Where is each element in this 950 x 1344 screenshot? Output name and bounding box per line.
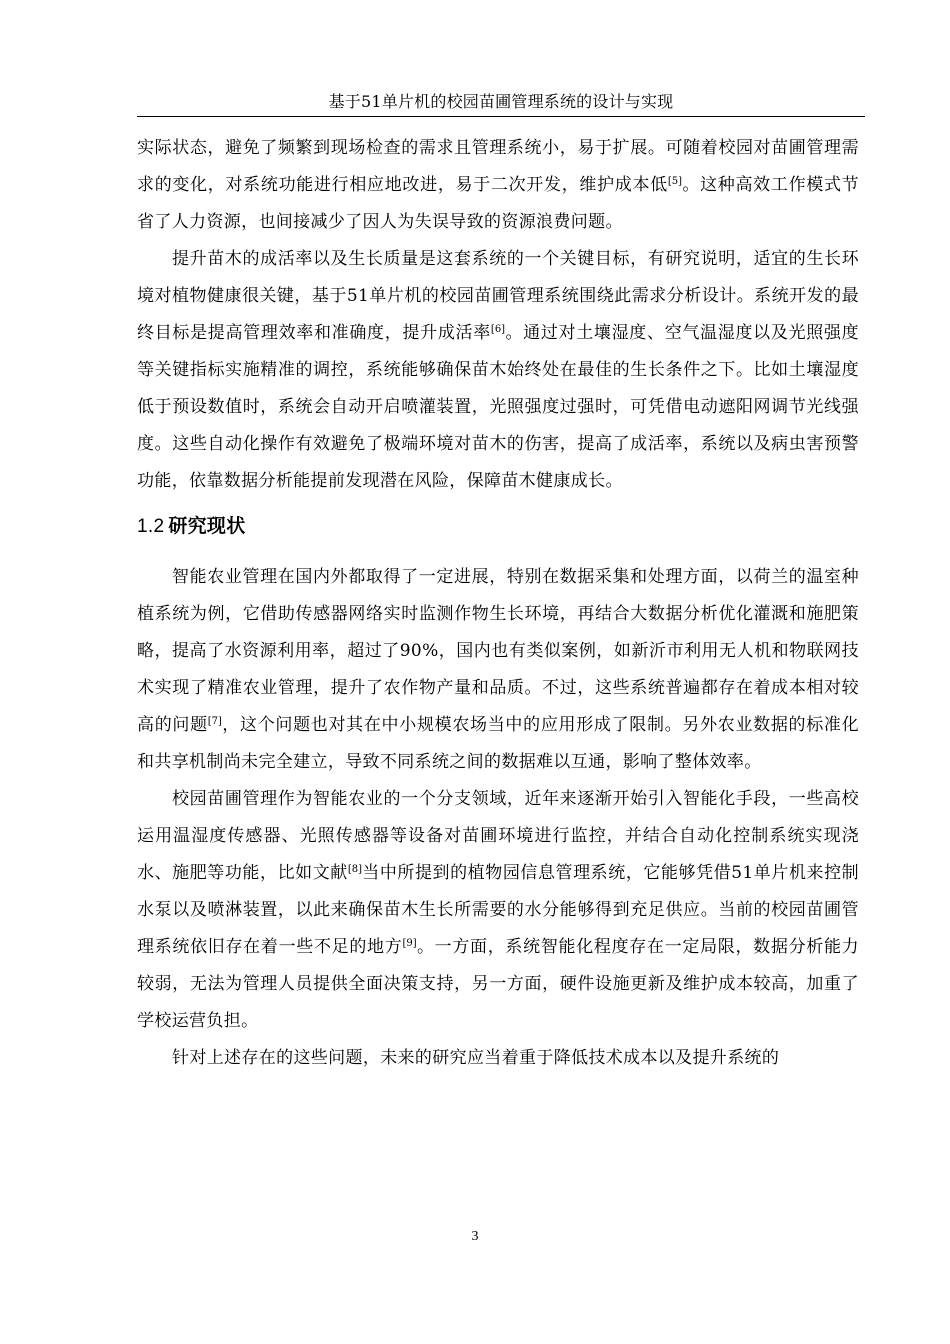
citation-ref: [6] [490, 324, 506, 335]
paragraph-text: 校园苗圃管理作为智能农业的一个分支领域，近年来逐渐开始引入智能化手段，一些高校运用温湿度传感器、光照传感器等设备对苗圃环境进行监控，并结合自动化控制系统实现浇水、施肥等功能，比如文献 [137, 789, 859, 883]
paragraph-text: 提升苗木的成活率以及生长质量是这套系统的一个关键目标，有研究说明，适宜的生长环境对植物健康很关键，基于51单片机的校园苗圃管理系统围绕此需求分析设计。系统开发的最终目标是提高管理效率和准确度，提升成活率 [137, 249, 859, 343]
paragraph-continued [137, 130, 859, 241]
paragraph-text: 当中所提到的植物园信息管理系统，它能够凭借51单片机来控制水泵以及喷淋装置，以此来确保苗木生长所需要的水分能够得到充足供应。当前的校园苗圃管理系统依旧存在着一些不足的地方 [137, 863, 860, 957]
paragraph-text: ，这个问题也对其在中小规模农场当中的应用形成了限制。另外农业数据的标准化和共享机制尚未完全建立，导致不同系统之间的数据难以互通，影响了整体效率。 [137, 715, 859, 772]
paragraph [137, 559, 859, 781]
paragraph-text: 实际状态，避免了频繁到现场检查的需求且管理系统小，易于扩展。可随着校园对苗圃管理需求的变化，对系统功能进行相应地改进，易于二次开发，维护成本低 [137, 138, 859, 195]
paragraph [137, 241, 859, 500]
header-rule [137, 116, 865, 117]
section-number: 1.2 [137, 516, 165, 537]
citation-ref: [8] [347, 864, 363, 875]
running-header: 基于51单片机的校园苗圃管理系统的设计与实现 [328, 92, 674, 111]
body-text [137, 130, 859, 1077]
page-number: 3 [471, 1229, 479, 1244]
paragraph-text: 。这种高效工作模式节省了人力资源，也间接减少了因人为失误导致的资源浪费问题。 [137, 175, 860, 232]
section-title: 研究现状 [168, 515, 246, 537]
paragraph-text: 。一方面，系统智能化程度存在一定局限，数据分析能力较弱，无法为管理人员提供全面决策支持，另一方面，硬件设施更新及维护成本较高，加重了学校运营负担。 [137, 937, 860, 1031]
citation-ref: [5] [667, 176, 683, 187]
paragraph [137, 1040, 859, 1077]
paragraph-text: 智能农业管理在国内外都取得了一定进展，特别在数据采集和处理方面，以荷兰的温室种植系统为例，它借助传感器网络实时监测作物生长环境，再结合大数据分析优化灌溉和施肥策略，提高了水资源利用率，超过了90%，国内也有类似案例，如新沂市利用无人机和物联网技术实现了精准农业管理，提升了农作物产量和品质。不过，这些系统普遍都存在着成本相对较高的问题 [137, 567, 859, 735]
citation-ref: [7] [207, 716, 222, 727]
citation-ref: [9] [402, 938, 417, 949]
paragraph-text: 。通过对土壤湿度、空气温湿度以及光照强度等关键指标实施精准的调控，系统能够确保苗木始终处在最佳的生长条件之下。比如土壤湿度低于预设数值时，系统会自动开启喷灌装置，光照强度过强时，可凭借电动遮阳网调节光线强度。这些自动化操作有效避免了极端环境对苗木的伤害，提高了成活率，系统以及病虫害预警功能，依靠数据分析能提前发现潜在风险，保障苗木健康成长。 [137, 323, 860, 491]
paragraph-text: 针对上述存在的这些问题，未来的研究应当着重于降低技术成本以及提升系统的 [172, 1048, 780, 1068]
section-heading [137, 508, 859, 545]
paragraph [137, 781, 859, 1040]
